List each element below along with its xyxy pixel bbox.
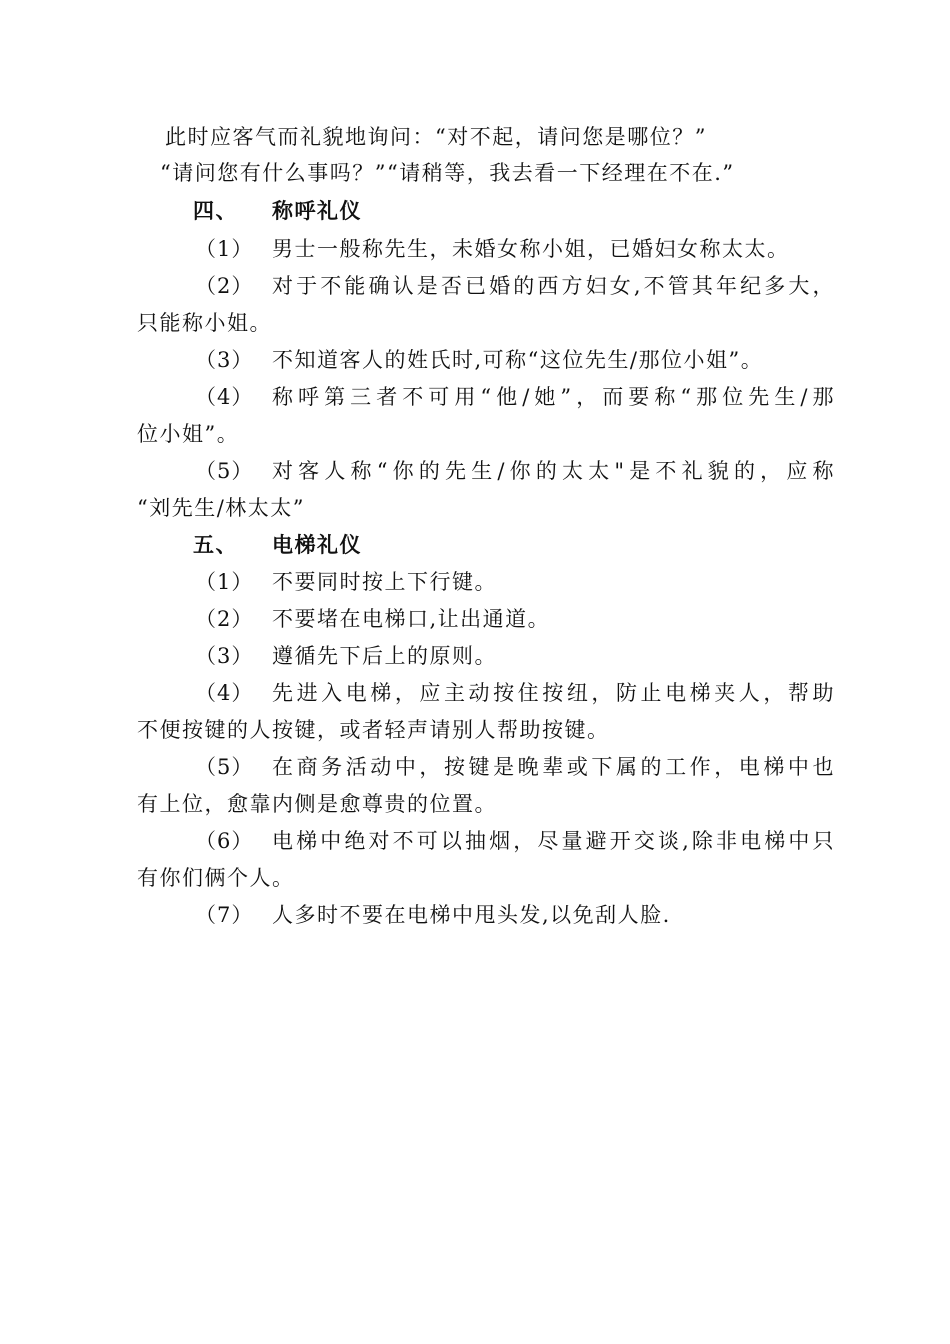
s4-item-2-num: （2） (195, 274, 254, 298)
s5-item-6-text-1: 电梯中绝对不可以抽烟，尽量避开交谈,除非电梯中只 (272, 829, 835, 853)
s5-item-3-num: （3） (195, 644, 254, 668)
s4-item-2-text-2: 只能称小姐。 (137, 311, 272, 335)
s5-item-4-text-1: 先进入电梯，应主动按住按纽，防止电梯夹人，帮助 (272, 681, 835, 705)
s4-item-1-text: 男士一般称先生，未婚女称小姐，已婚妇女称太太。 (272, 237, 790, 261)
s5-item-4-text-2: 不便按键的人按键，或者轻声请别人帮助按键。 (137, 718, 610, 742)
section-5-title: 电梯礼仪 (272, 532, 362, 557)
s5-item-7-num: （7） (195, 903, 254, 927)
s5-item-6-num: （6） (195, 829, 254, 853)
s5-item-5-text-2: 有上位，愈靠内侧是愈尊贵的位置。 (137, 792, 497, 816)
s5-item-2-text: 不要堵在电梯口,让出通道。 (272, 607, 551, 631)
s4-item-2-text-1: 对于不能确认是否已婚的西方妇女,不管其年纪多大， (272, 274, 835, 298)
s5-item-1-text: 不要同时按上下行键。 (272, 570, 497, 594)
s4-item-4-text-2: 位小姐”。 (137, 422, 240, 446)
section-4-number: 四、 (193, 198, 238, 223)
s5-item-7-text: 人多时不要在电梯中甩头发,以免刮人脸. (272, 903, 671, 927)
s5-item-3-text: 遵循先下后上的原则。 (272, 644, 497, 668)
intro-line-2: “请问您有什么事吗？”“请稍等，我去看一下经理在不在.” (160, 161, 735, 185)
s5-item-6-text-2: 有你们俩个人。 (137, 866, 295, 890)
s4-item-3-num: （3） (195, 348, 254, 372)
intro-line-1: 此时应客气而礼貌地询问：“对不起，请问您是哪位？” (165, 125, 707, 149)
s4-item-5-num: （5） (195, 459, 254, 483)
s4-item-1-num: （1） (195, 237, 254, 261)
section-5-number: 五、 (193, 532, 238, 557)
section-4-title: 称呼礼仪 (272, 198, 362, 223)
s4-item-5-text-2: “刘先生/林太太” (137, 496, 306, 520)
s4-item-4-text-1: 称呼第三者不可用“他/她”，而要称“那位先生/那 (272, 385, 835, 409)
s4-item-4-num: （4） (195, 385, 254, 409)
s5-item-2-num: （2） (195, 607, 254, 631)
s5-item-5-text-1: 在商务活动中，按键是晚辈或下属的工作，电梯中也 (272, 755, 835, 779)
s4-item-5-text-1: 对客人称“你的先生/你的太太"是不礼貌的，应称 (272, 459, 835, 483)
s4-item-3-text: 不知道客人的姓氏时,可称“这位先生/那位小姐”。 (272, 348, 764, 372)
s5-item-5-num: （5） (195, 755, 254, 779)
s5-item-1-num: （1） (195, 570, 254, 594)
s5-item-4-num: （4） (195, 681, 254, 705)
